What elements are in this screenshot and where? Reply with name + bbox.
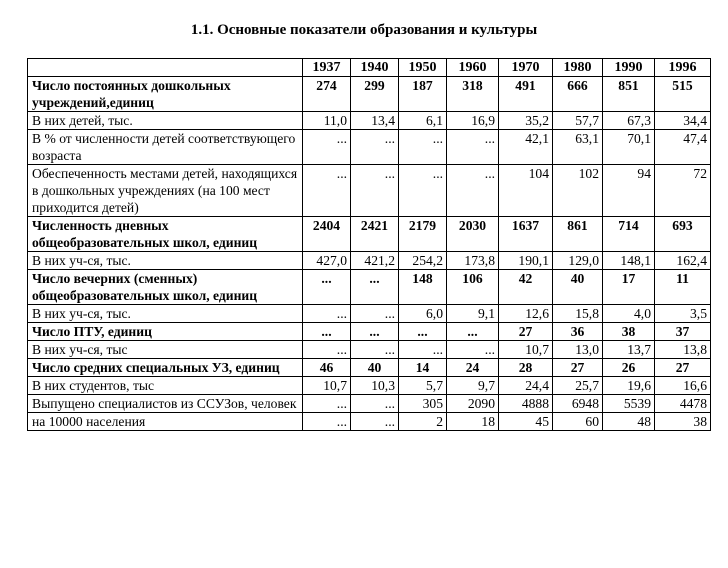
row-label: В них детей, тыс. [28,112,303,130]
table-cell: 13,4 [351,112,399,130]
table-cell: 515 [655,77,711,112]
table-row [28,77,711,112]
table-cell: 28 [499,359,553,377]
table-cell: 102 [553,165,603,217]
table-cell: 10,7 [499,341,553,359]
table-cell: 6948 [553,395,603,413]
table-cell: ... [447,323,499,341]
header-cell-year: 1960 [447,59,499,77]
table-cell: 36 [553,323,603,341]
table-cell: 10,3 [351,377,399,395]
table-cell: ... [303,413,351,431]
table-cell: 24,4 [499,377,553,395]
table-row [28,112,711,130]
table-cell: ... [399,341,447,359]
table-cell: 70,1 [603,130,655,165]
table-cell: 274 [303,77,351,112]
table-cell: ... [351,341,399,359]
education-culture-table [27,58,711,431]
table-cell: 106 [447,270,499,305]
table-cell: 162,4 [655,252,711,270]
table-cell: 42 [499,270,553,305]
table-cell: 19,6 [603,377,655,395]
table-row [28,217,711,252]
table-cell: ... [303,130,351,165]
row-label: Численность дневных общеобразовательных школ, единиц [28,217,303,252]
row-label: В них уч-ся, тыс. [28,252,303,270]
table-cell: 16,6 [655,377,711,395]
table-cell: ... [303,395,351,413]
table-cell: ... [351,395,399,413]
table-body [28,77,711,431]
table-cell: 9,1 [447,305,499,323]
table-cell: 2404 [303,217,351,252]
row-label: Число ПТУ, единиц [28,323,303,341]
table-cell: ... [351,305,399,323]
table-cell: 63,1 [553,130,603,165]
table-cell: ... [399,323,447,341]
table-cell: 6,1 [399,112,447,130]
table-cell: 40 [553,270,603,305]
table-cell: 35,2 [499,112,553,130]
row-label: В них уч-ся, тыс [28,341,303,359]
table-row [28,305,711,323]
row-label: В них уч-ся, тыс. [28,305,303,323]
table-cell: 427,0 [303,252,351,270]
table-cell: 12,6 [499,305,553,323]
table-row [28,252,711,270]
table-cell: 11,0 [303,112,351,130]
table-cell: 491 [499,77,553,112]
table-cell: 38 [655,413,711,431]
table-cell: 27 [499,323,553,341]
table-cell: ... [351,413,399,431]
table-cell: 4,0 [603,305,655,323]
table-row [28,377,711,395]
table-cell: 173,8 [447,252,499,270]
table-cell: 299 [351,77,399,112]
table-cell: 1637 [499,217,553,252]
table-cell: 27 [553,359,603,377]
table-cell: ... [351,130,399,165]
table-row [28,165,711,217]
header-cell-year: 1996 [655,59,711,77]
table-cell: 10,7 [303,377,351,395]
table-cell: 16,9 [447,112,499,130]
table-cell: ... [351,165,399,217]
table-cell: ... [447,165,499,217]
row-label: Выпущено специалистов из ССУЗов, человек [28,395,303,413]
table-row [28,413,711,431]
table-cell: 2421 [351,217,399,252]
row-label: В них студентов, тыс [28,377,303,395]
table-row [28,323,711,341]
table-cell: 37 [655,323,711,341]
table-cell: 2 [399,413,447,431]
table-cell: 14 [399,359,447,377]
table-cell: 18 [447,413,499,431]
table-row [28,359,711,377]
table-cell: 17 [603,270,655,305]
table-cell: 666 [553,77,603,112]
table-cell: 3,5 [655,305,711,323]
table-cell: ... [303,341,351,359]
table-row [28,395,711,413]
table-cell: 47,4 [655,130,711,165]
table-cell: 67,3 [603,112,655,130]
header-cell-year: 1990 [603,59,655,77]
table-cell: ... [303,270,351,305]
table-cell: 861 [553,217,603,252]
table-cell: 2179 [399,217,447,252]
table-cell: 26 [603,359,655,377]
table-header-row [28,59,711,77]
table-cell: 42,1 [499,130,553,165]
row-label: Обеспеченность местами детей, находящихся в дошкольных учреждениях (на 100 мест приходится детей) [28,165,303,217]
table-cell: 714 [603,217,655,252]
table-cell: 46 [303,359,351,377]
table-cell: ... [447,130,499,165]
table-cell: 15,8 [553,305,603,323]
table-row [28,341,711,359]
table-cell: 2030 [447,217,499,252]
table-cell: 25,7 [553,377,603,395]
header-cell-year: 1937 [303,59,351,77]
table-cell: 2090 [447,395,499,413]
row-label: Число постоянных дошкольных учреждений,единиц [28,77,303,112]
table-cell: 40 [351,359,399,377]
table-row [28,130,711,165]
table-cell: 6,0 [399,305,447,323]
table-cell: ... [303,305,351,323]
table-cell: ... [399,130,447,165]
document-title: 1.1. Основные показатели образования и культуры [190,22,538,38]
row-label: В % от численности детей соответствующего возраста [28,130,303,165]
row-label: Число вечерних (сменных) общеобразовательных школ, единиц [28,270,303,305]
table-cell: 305 [399,395,447,413]
row-label: Число средних специальных УЗ, единиц [28,359,303,377]
table-cell: 5539 [603,395,655,413]
table-cell: 72 [655,165,711,217]
header-cell-year: 1970 [499,59,553,77]
table-cell: 4888 [499,395,553,413]
table-row [28,270,711,305]
table-cell: ... [447,341,499,359]
table-cell: ... [303,323,351,341]
table-cell: 94 [603,165,655,217]
table-cell: 148 [399,270,447,305]
table-cell: 693 [655,217,711,252]
table-cell: 45 [499,413,553,431]
table-cell: 27 [655,359,711,377]
header-cell-year: 1940 [351,59,399,77]
table-cell: 421,2 [351,252,399,270]
table-cell: 254,2 [399,252,447,270]
table-cell: 48 [603,413,655,431]
table-cell: 318 [447,77,499,112]
table-cell: 4478 [655,395,711,413]
table-cell: 13,7 [603,341,655,359]
table-cell: 13,0 [553,341,603,359]
table-cell: 190,1 [499,252,553,270]
table-cell: 34,4 [655,112,711,130]
table-cell: 104 [499,165,553,217]
row-label: на 10000 населения [28,413,303,431]
table-cell: 57,7 [553,112,603,130]
table-cell: 24 [447,359,499,377]
table-cell: ... [399,165,447,217]
table-cell: 13,8 [655,341,711,359]
table-cell: 11 [655,270,711,305]
table-cell: 38 [603,323,655,341]
header-cell [28,59,303,77]
table-cell: ... [351,323,399,341]
table-cell: 9,7 [447,377,499,395]
table-cell: 129,0 [553,252,603,270]
table-cell: 851 [603,77,655,112]
table-cell: 148,1 [603,252,655,270]
table-cell: 187 [399,77,447,112]
table-cell: 5,7 [399,377,447,395]
header-cell-year: 1980 [553,59,603,77]
table-cell: ... [351,270,399,305]
header-cell-year: 1950 [399,59,447,77]
table-cell: 60 [553,413,603,431]
table-cell: ... [303,165,351,217]
